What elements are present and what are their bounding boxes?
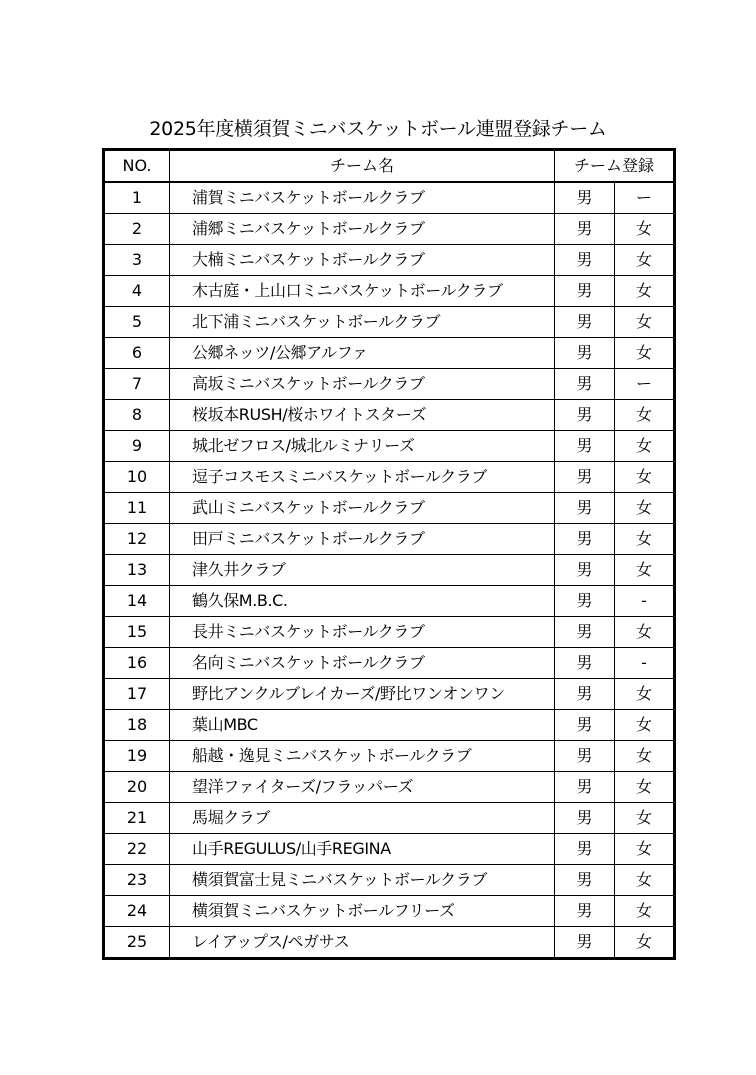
table-row: [104, 679, 675, 710]
row-number: 13: [104, 555, 170, 586]
team-name: 浦賀ミニバスケットボールクラブ: [170, 182, 555, 214]
team-name: 逗子コスモスミニバスケットボールクラブ: [170, 462, 555, 493]
row-number: 6: [104, 338, 170, 369]
table-row: [104, 834, 675, 865]
team-name: 津久井クラブ: [170, 555, 555, 586]
girls-registration: 女: [615, 555, 675, 586]
row-number: 2: [104, 214, 170, 245]
girls-registration: 女: [615, 772, 675, 803]
girls-registration: 女: [615, 400, 675, 431]
girls-registration: 女: [615, 679, 675, 710]
girls-registration: 女: [615, 865, 675, 896]
table-body: [104, 182, 675, 959]
girls-registration: 女: [615, 307, 675, 338]
table-row: [104, 307, 675, 338]
team-name: 武山ミニバスケットボールクラブ: [170, 493, 555, 524]
row-number: 11: [104, 493, 170, 524]
row-number: 7: [104, 369, 170, 400]
girls-registration: 女: [615, 617, 675, 648]
boys-registration: 男: [555, 400, 615, 431]
table-row: [104, 524, 675, 555]
boys-registration: 男: [555, 493, 615, 524]
table-row: [104, 617, 675, 648]
header-no: NO.: [104, 150, 170, 183]
row-number: 21: [104, 803, 170, 834]
header-registration: チーム登録: [555, 150, 675, 183]
table-row: [104, 182, 675, 214]
table-row: [104, 896, 675, 927]
table-row: [104, 338, 675, 369]
team-name: 木古庭・上山口ミニバスケットボールクラブ: [170, 276, 555, 307]
row-number: 19: [104, 741, 170, 772]
boys-registration: 男: [555, 555, 615, 586]
team-name: 城北ゼフロス/城北ルミナリーズ: [170, 431, 555, 462]
table-row: [104, 741, 675, 772]
page-title: 2025年度横須賀ミニバスケットボール連盟登録チーム: [149, 118, 607, 140]
boys-registration: 男: [555, 927, 615, 959]
table-row: [104, 865, 675, 896]
team-name: 横須賀富士見ミニバスケットボールクラブ: [170, 865, 555, 896]
team-name: 望洋ファイターズ/フラッパーズ: [170, 772, 555, 803]
boys-registration: 男: [555, 307, 615, 338]
boys-registration: 男: [555, 245, 615, 276]
girls-registration: 女: [615, 245, 675, 276]
boys-registration: 男: [555, 369, 615, 400]
girls-registration: 女: [615, 803, 675, 834]
boys-registration: 男: [555, 431, 615, 462]
table-row: [104, 245, 675, 276]
boys-registration: 男: [555, 276, 615, 307]
table-row: [104, 493, 675, 524]
row-number: 12: [104, 524, 170, 555]
girls-registration: 女: [615, 927, 675, 959]
boys-registration: 男: [555, 803, 615, 834]
boys-registration: 男: [555, 865, 615, 896]
team-name: 名向ミニバスケットボールクラブ: [170, 648, 555, 679]
girls-registration: 女: [615, 214, 675, 245]
row-number: 15: [104, 617, 170, 648]
girls-registration: 女: [615, 524, 675, 555]
team-registration-table: [102, 148, 676, 960]
boys-registration: 男: [555, 586, 615, 617]
team-name: 長井ミニバスケットボールクラブ: [170, 617, 555, 648]
row-number: 4: [104, 276, 170, 307]
team-name: 横須賀ミニバスケットボールフリーズ: [170, 896, 555, 927]
team-name: 北下浦ミニバスケットボールクラブ: [170, 307, 555, 338]
team-name: 田戸ミニバスケットボールクラブ: [170, 524, 555, 555]
boys-registration: 男: [555, 834, 615, 865]
team-name: 桜坂本RUSH/桜ホワイトスターズ: [170, 400, 555, 431]
boys-registration: 男: [555, 338, 615, 369]
boys-registration: 男: [555, 524, 615, 555]
table-row: [104, 276, 675, 307]
table-row: [104, 214, 675, 245]
girls-registration: 女: [615, 710, 675, 741]
row-number: 23: [104, 865, 170, 896]
table-row: [104, 772, 675, 803]
boys-registration: 男: [555, 214, 615, 245]
row-number: 22: [104, 834, 170, 865]
team-name: 大楠ミニバスケットボールクラブ: [170, 245, 555, 276]
row-number: 9: [104, 431, 170, 462]
girls-registration: ー: [615, 182, 675, 214]
row-number: 17: [104, 679, 170, 710]
table-row: [104, 803, 675, 834]
row-number: 3: [104, 245, 170, 276]
table-row: [104, 369, 675, 400]
table-row: [104, 586, 675, 617]
girls-registration: 女: [615, 896, 675, 927]
girls-registration: 女: [615, 338, 675, 369]
girls-registration: -: [615, 648, 675, 679]
boys-registration: 男: [555, 182, 615, 214]
row-number: 24: [104, 896, 170, 927]
team-name: 山手REGULUS/山手REGINA: [170, 834, 555, 865]
boys-registration: 男: [555, 617, 615, 648]
table-row: [104, 400, 675, 431]
boys-registration: 男: [555, 772, 615, 803]
boys-registration: 男: [555, 462, 615, 493]
boys-registration: 男: [555, 741, 615, 772]
row-number: 18: [104, 710, 170, 741]
team-name: 浦郷ミニバスケットボールクラブ: [170, 214, 555, 245]
table-row: [104, 927, 675, 959]
row-number: 8: [104, 400, 170, 431]
girls-registration: 女: [615, 431, 675, 462]
team-name: 船越・逸見ミニバスケットボールクラブ: [170, 741, 555, 772]
table-row: [104, 555, 675, 586]
girls-registration: -: [615, 586, 675, 617]
boys-registration: 男: [555, 648, 615, 679]
team-name: 馬堀クラブ: [170, 803, 555, 834]
table-row: [104, 431, 675, 462]
row-number: 14: [104, 586, 170, 617]
table-header-row: [104, 150, 675, 183]
team-name: 鶴久保M.B.C.: [170, 586, 555, 617]
girls-registration: 女: [615, 834, 675, 865]
girls-registration: ー: [615, 369, 675, 400]
header-team-name: チーム名: [170, 150, 555, 183]
team-name: 野比アンクルブレイカーズ/野比ワンオンワン: [170, 679, 555, 710]
row-number: 5: [104, 307, 170, 338]
boys-registration: 男: [555, 896, 615, 927]
team-name: 公郷ネッツ/公郷アルファ: [170, 338, 555, 369]
girls-registration: 女: [615, 741, 675, 772]
team-name: 高坂ミニバスケットボールクラブ: [170, 369, 555, 400]
row-number: 20: [104, 772, 170, 803]
boys-registration: 男: [555, 679, 615, 710]
boys-registration: 男: [555, 710, 615, 741]
row-number: 25: [104, 927, 170, 959]
table-row: [104, 648, 675, 679]
team-name: 葉山MBC: [170, 710, 555, 741]
row-number: 1: [104, 182, 170, 214]
row-number: 16: [104, 648, 170, 679]
girls-registration: 女: [615, 276, 675, 307]
team-name: レイアップス/ペガサス: [170, 927, 555, 959]
girls-registration: 女: [615, 462, 675, 493]
girls-registration: 女: [615, 493, 675, 524]
table-row: [104, 462, 675, 493]
table-row: [104, 710, 675, 741]
row-number: 10: [104, 462, 170, 493]
